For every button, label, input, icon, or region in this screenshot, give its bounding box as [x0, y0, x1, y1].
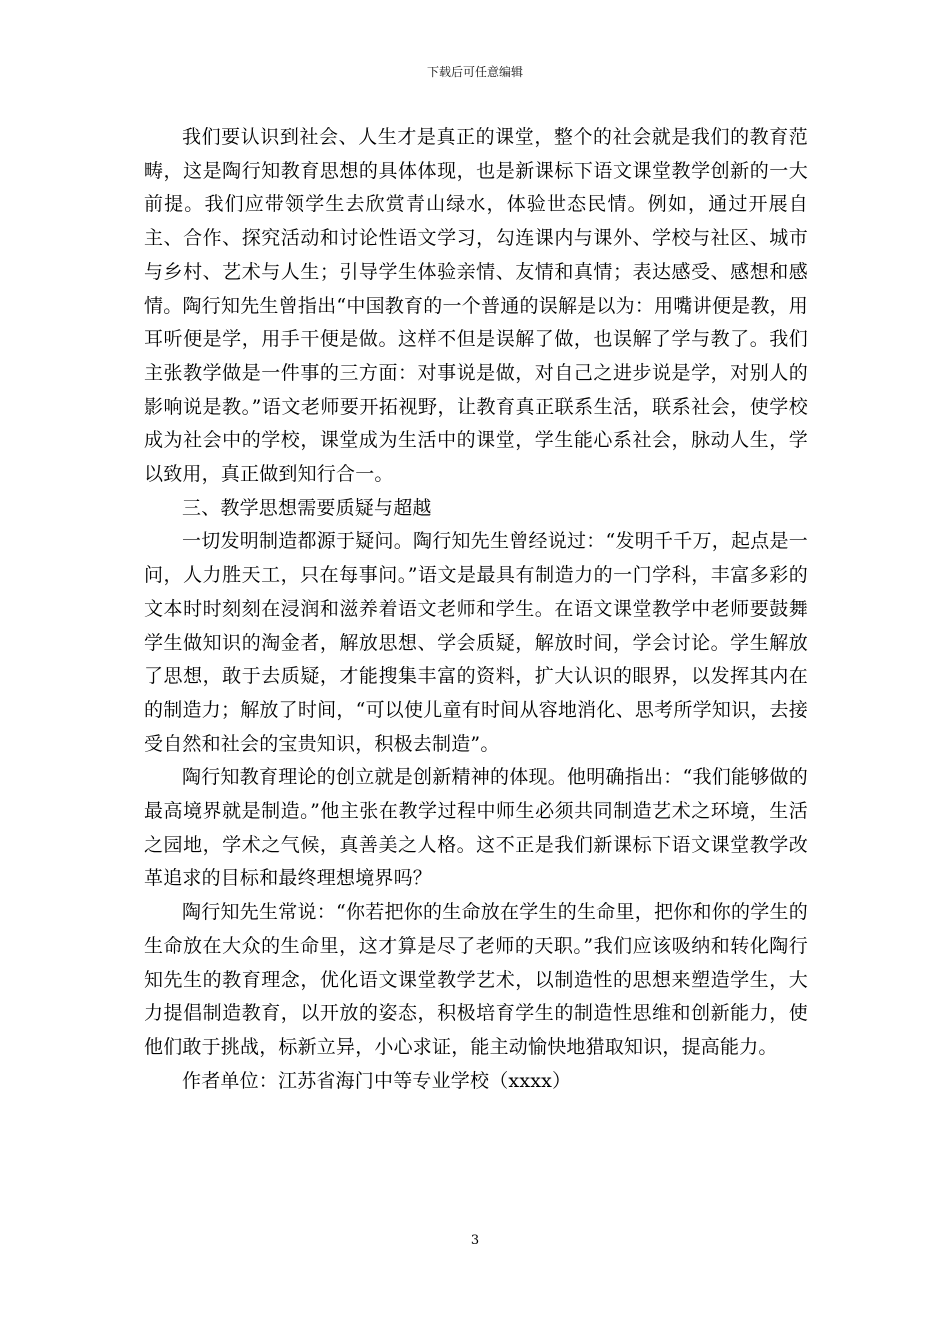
body-paragraph-1: 我们要认识到社会、人生才是真正的课堂，整个的社会就是我们的教育范畴，这是陶行知教育思想的具体体现，也是新课标下语文课堂教学创新的一大前提。我们应带领学生去欣赏青山绿水，体验世态民情。例如，通过开展自主、合作、探究活动和讨论性语文学习，勾连课内与课外、学校与社区、城市与乡村、艺术与人生；引导学生体验亲情、友情和真情；表达感受、感想和感情。陶行知先生曾指出“中国教育的一个普通的误解是以为：用嘴讲便是教，用耳听便是学，用手干便是做。这样不但是误解了做，也误解了学与教了。我们主张教学做是一件事的三方面：对事说是做，对自己之进步说是学，对别人的影响说是教。”语文老师要开拓视野，让教育真正联系生活，联系社会，使学校成为社会中的学校，课堂成为生活中的课堂，学生能心系社会，脉动人生，学以致用，真正做到知行合一。: [144, 126, 808, 486]
author-affiliation: 作者单位：江苏省海门中等专业学校（xxxx）: [182, 1069, 572, 1092]
document-body: [144, 121, 808, 1098]
page-number: 3: [470, 1233, 480, 1248]
body-paragraph-3: 陶行知教育理论的创立就是创新精神的体现。他明确指出：“我们能够做的最高境界就是制造。”他主张在教学过程中师生必须共同制造艺术之环境，生活之园地，学术之气候，真善美之人格。这不正是我们新课标下语文课堂教学改革追求的目标和最终理想境界吗？: [144, 766, 808, 890]
body-paragraph-4: 陶行知先生常说：“你若把你的生命放在学生的生命里，把你和你的学生的生命放在大众的生命里，这才算是尽了老师的天职。”我们应该吸纳和转化陶行知先生的教育理念，优化语文课堂教学艺术，以制造性的思想来塑造学生，大力提倡制造教育，以开放的姿态，积极培育学生的制造性思维和创新能力，使他们敢于挑战，标新立异，小心求证，能主动愉快地猎取知识，提高能力。: [144, 901, 808, 1058]
body-paragraph-2: 一切发明制造都源于疑问。陶行知先生曾经说过：“发明千千万，起点是一问，人力胜天工，只在每事问。”语文是最具有制造力的一门学科，丰富多彩的文本时时刻刻在浸润和滋养着语文老师和学生。在语文课堂教学中老师要鼓舞学生做知识的淘金者，解放思想、学会质疑，解放时间，学会讨论。学生解放了思想，敢于去质疑，才能搜集丰富的资料，扩大认识的眼界，以发挥其内在的制造力；解放了时间，“可以使儿童有时间从容地消化、思考所学知识，去接受自然和社会的宝贵知识，积极去制造”。: [144, 530, 808, 755]
page-header-note: 下载后可任意编辑: [426, 65, 523, 79]
section-heading: 三、教学思想需要质疑与超越: [182, 496, 432, 519]
